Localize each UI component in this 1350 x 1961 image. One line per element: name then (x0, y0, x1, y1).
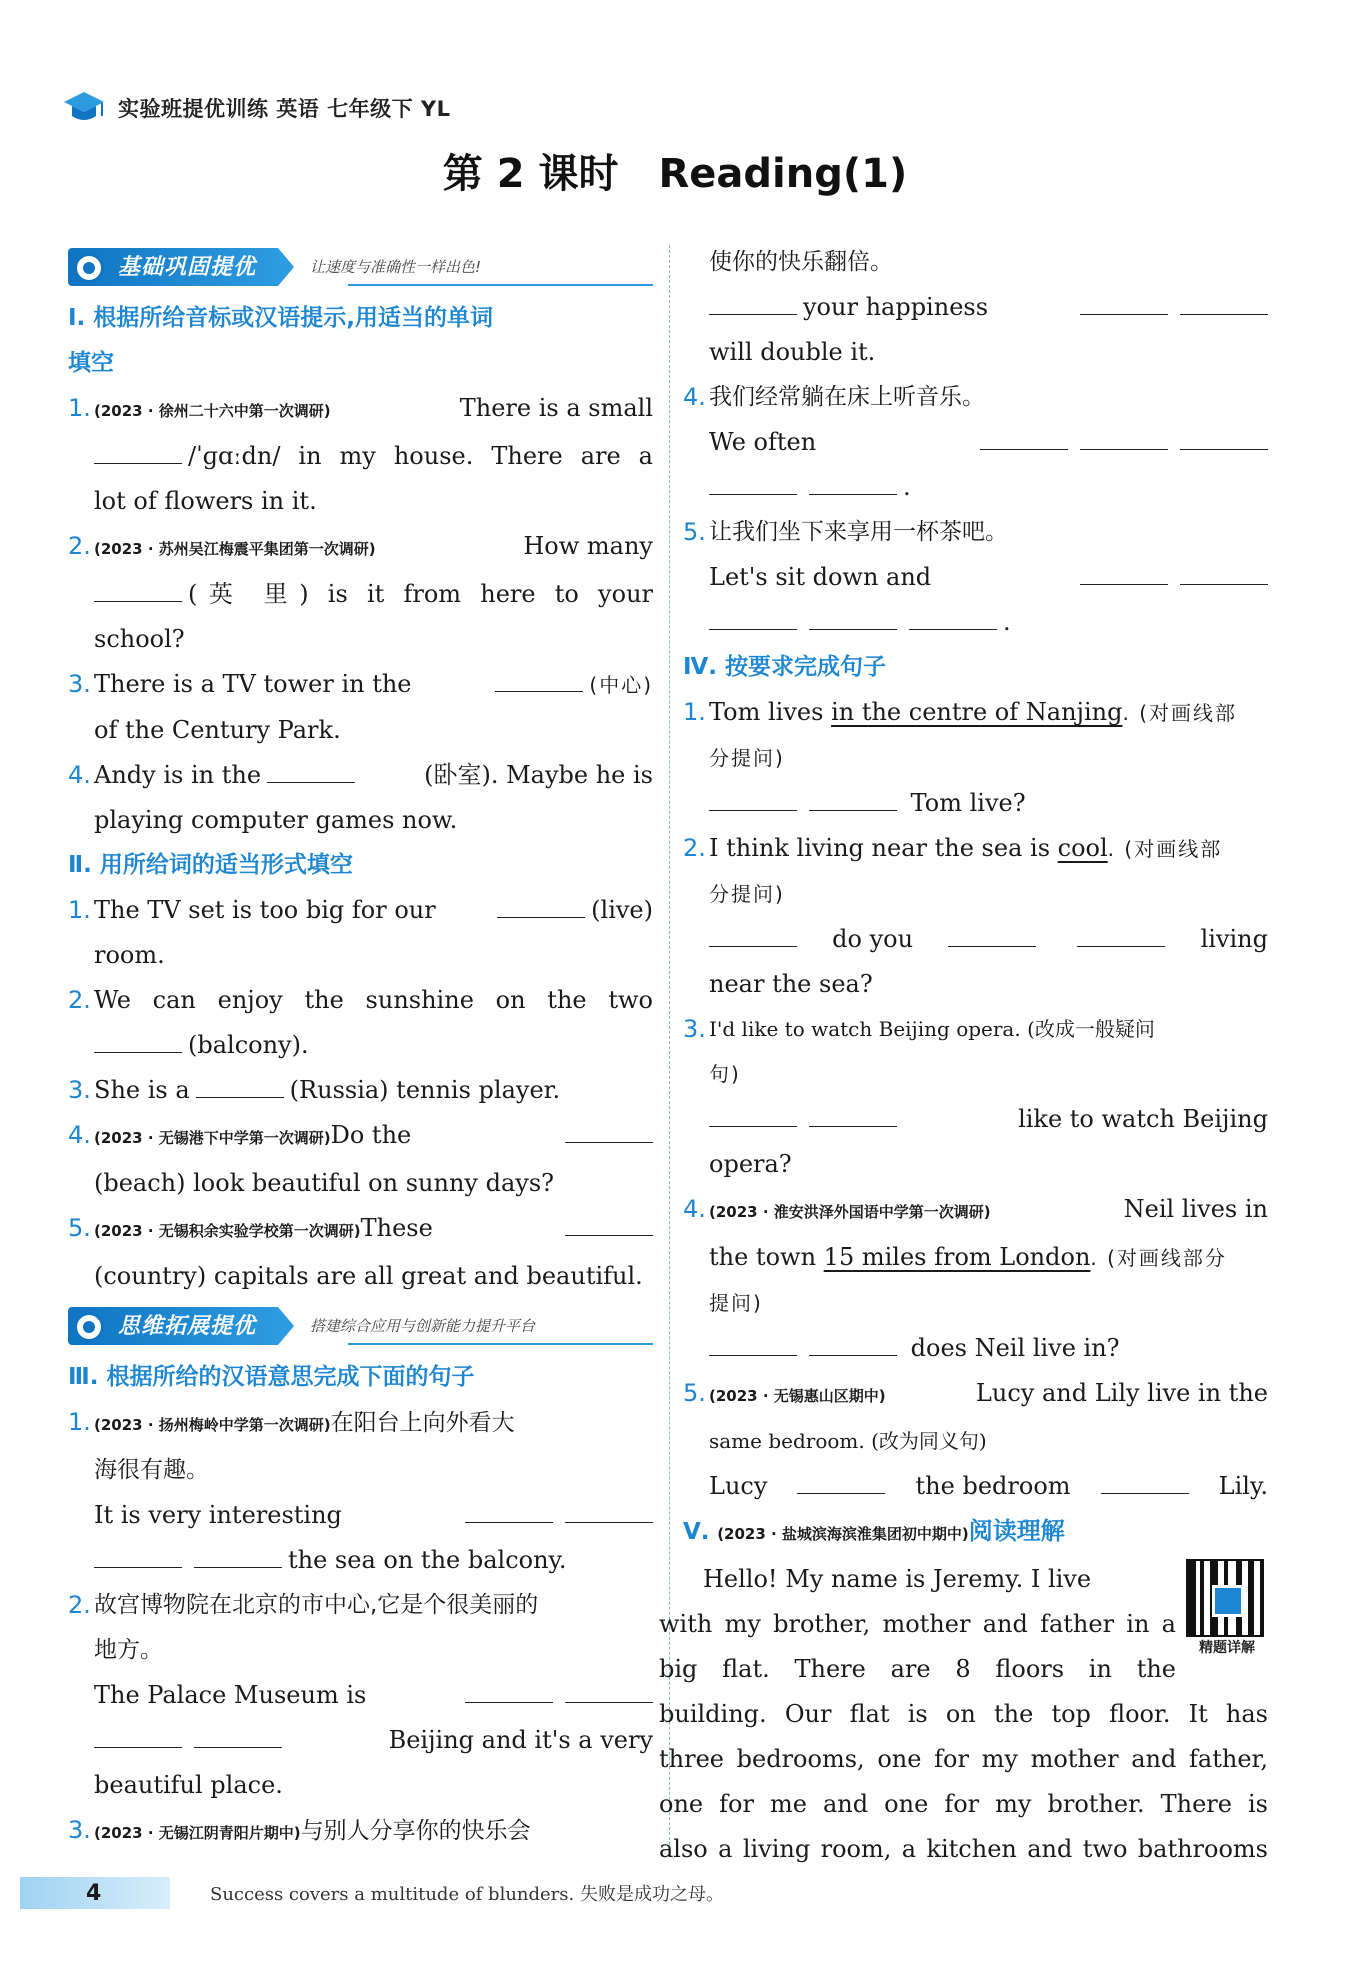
answer-blank[interactable] (565, 1212, 653, 1236)
answer-blank[interactable] (194, 1724, 282, 1748)
question-text: How many (523, 532, 653, 560)
answer-blank[interactable] (94, 578, 182, 602)
question-text: (balcony). (188, 1031, 309, 1059)
passage-line: three bedrooms, one for my mother and father, (659, 1745, 1268, 1773)
graduation-cap-icon (62, 90, 106, 126)
question-text: beautiful place. (94, 1771, 283, 1799)
question-text: will double it. (709, 338, 876, 366)
section-2-title: Ⅱ. 用所给词的适当形式填空 (68, 852, 353, 878)
answer-blank[interactable] (1180, 291, 1268, 315)
question (68, 888, 653, 978)
question-source: (2023 · 无锡港下中学第一次调研) (94, 1129, 331, 1147)
question: 4. 我们经常躺在床上听音乐。 We often . (683, 375, 1268, 510)
question (68, 1206, 653, 1299)
question-number: 1. (68, 394, 91, 422)
banner-motto: 搭建综合应用与创新能力提升平台 (310, 1316, 536, 1335)
answer-blank[interactable] (565, 1119, 653, 1143)
passage-line: one for me and one for my brother. There is (659, 1790, 1268, 1818)
answer-blank[interactable] (267, 759, 355, 783)
qr-code-block[interactable] (1186, 1559, 1268, 1659)
question-source: (2023 · 苏州吴江梅震平集团第一次调研) (94, 540, 376, 558)
answer-blank[interactable] (709, 471, 797, 495)
answer-blank[interactable] (1080, 426, 1168, 450)
question-source: (2023 · 无锡惠山区期中) (709, 1387, 886, 1405)
question-text: playing computer games now. (94, 806, 458, 834)
question-text: Lily. (1218, 1472, 1268, 1500)
question-text: do you (832, 925, 914, 953)
answer-blank[interactable] (948, 923, 1036, 947)
question-number: 3. (68, 1076, 91, 1104)
question-text: These (360, 1214, 433, 1242)
answer-blank[interactable] (809, 471, 897, 495)
question-text: Andy is in the (94, 761, 262, 789)
question-number: 3. (68, 670, 91, 698)
question-text: The TV set is too big for our (94, 896, 436, 924)
answer-blank[interactable] (94, 1029, 182, 1053)
question-text: living (1200, 925, 1268, 953)
question-number: 5. (683, 1379, 706, 1407)
banner-title: 思维拓展提优 (118, 1313, 257, 1339)
answer-blank[interactable] (809, 787, 897, 811)
answer-blank[interactable] (1180, 426, 1268, 450)
question-text: 故宫博物院在北京的市中心,它是个很美丽的 (94, 1592, 539, 1618)
qr-label: 精题详解 (1199, 1640, 1255, 1656)
question-text: near the sea? (709, 970, 873, 998)
question-number: 2. (68, 1591, 91, 1619)
question-text: The Palace Museum is (94, 1681, 367, 1709)
question (68, 1068, 653, 1113)
answer-blank[interactable] (465, 1499, 553, 1523)
question-text: does Neil live in? (910, 1334, 1120, 1362)
question-text: lot of flowers in it. (94, 487, 317, 515)
answer-blank[interactable] (465, 1679, 553, 1703)
question-text: 使你的快乐翻倍。 (709, 249, 893, 275)
passage-line: Hello! My name is Jeremy. I live (703, 1565, 1092, 1593)
question-number: 3. (68, 1816, 91, 1844)
banner-motto: 让速度与准确性一样出色! (310, 257, 482, 276)
question-text: opera? (709, 1150, 792, 1178)
passage-line: also a living room, a kitchen and two bathrooms (659, 1835, 1268, 1863)
question-text: We often (709, 428, 817, 456)
passage-line: big flat. There are 8 floors in the (659, 1655, 1176, 1683)
underlined-part: cool (1057, 834, 1108, 862)
answer-blank[interactable] (94, 1544, 182, 1568)
reading-passage (659, 1557, 1268, 1872)
question-text: room. (94, 941, 165, 969)
question-number: 1. (683, 698, 706, 726)
question-text: /ˈɡɑːdn/ in my house. There are a (188, 442, 653, 470)
question-text: (beach) look beautiful on sunny days? (94, 1169, 554, 1197)
question-text: Lucy (709, 1472, 768, 1500)
question-text: (英 里) is it from here to your (188, 580, 653, 608)
question-text: (卧室). Maybe he is (424, 761, 653, 789)
answer-blank[interactable] (1101, 1470, 1189, 1494)
banner-thinking (68, 1301, 653, 1351)
question-number: 1. (68, 1408, 91, 1436)
question-text: (Russia) tennis player. (289, 1076, 561, 1104)
question-text: 在阳台上向外看大 (330, 1410, 515, 1436)
question-text: I'd like to watch Beijing opera. (改成一般疑问 (709, 1017, 1155, 1041)
answer-blank[interactable] (709, 787, 797, 811)
section-4-title: Ⅳ. 按要求完成句子 (683, 654, 887, 680)
section-1-title-cont: 填空 (68, 350, 114, 376)
question-text: 让我们坐下来享用一杯茶吧。 (709, 519, 1008, 545)
question-text: 我们经常躺在床上听音乐。 (709, 384, 985, 410)
question (68, 978, 653, 1068)
instruction-text: . (对画线部分 (1090, 1246, 1227, 1270)
question-text: There is a TV tower in the (94, 670, 412, 698)
hint-text: (live) (591, 896, 653, 924)
question-text: Beijing and it's a very (388, 1726, 653, 1754)
answer-blank[interactable] (809, 1103, 897, 1127)
question-source: (2023 · 淮安洪泽外国语中学第一次调研) (709, 1203, 991, 1221)
underlined-part: in the centre of Nanjing (831, 698, 1123, 726)
section-3-title: Ⅲ. 根据所给的汉语意思完成下面的句子 (68, 1364, 475, 1390)
answer-blank[interactable] (1080, 291, 1168, 315)
question-number: 4. (683, 383, 706, 411)
question-number: 4. (683, 1195, 706, 1223)
question-source: (2023 · 扬州梅岭中学第一次调研) (94, 1416, 331, 1434)
question-source: (2023 · 盐城滨海滨淮集团初中期中) (717, 1525, 969, 1543)
answer-blank[interactable] (709, 923, 797, 947)
instruction-text: 分提问) (709, 746, 785, 770)
answer-blank[interactable] (797, 1470, 885, 1494)
question-text: Tom live? (910, 789, 1026, 817)
answer-blank[interactable] (909, 606, 997, 630)
question-text: the town (709, 1243, 817, 1271)
question (68, 662, 653, 753)
question (68, 753, 653, 843)
question-text: Let's sit down and (709, 563, 932, 591)
question (683, 1371, 1268, 1509)
instruction-text: . (对画线部 (1122, 701, 1238, 725)
question (68, 386, 653, 524)
question-number: 2. (68, 986, 91, 1014)
gear-icon (74, 1312, 104, 1342)
question: 5. 让我们坐下来享用一杯茶吧。 Let's sit down and . (683, 510, 1268, 645)
footer-motto: Success covers a multitude of blunders. 失败是成功之母。 (210, 1884, 724, 1905)
question-number: 2. (683, 834, 706, 862)
question-text: like to watch Beijing (1018, 1105, 1268, 1133)
question-number: 5. (683, 518, 706, 546)
question-text: 地方。 (94, 1637, 163, 1663)
question-text: There is a small (459, 394, 653, 422)
answer-blank[interactable] (565, 1499, 653, 1523)
answer-blank[interactable] (495, 668, 583, 692)
question-number: 5. (68, 1214, 91, 1242)
question-text: of the Century Park. (94, 716, 341, 744)
qr-code-icon[interactable] (1186, 1559, 1264, 1637)
question-number: 2. (68, 532, 91, 560)
question-text: your happiness (803, 293, 989, 321)
question-text: 与别人分享你的快乐会 (300, 1818, 531, 1844)
target-icon (74, 253, 104, 283)
answer-blank[interactable] (94, 440, 182, 464)
question-number: 4. (68, 761, 91, 789)
question (68, 1583, 653, 1808)
answer-blank[interactable] (709, 606, 797, 630)
question-number: 1. (68, 896, 91, 924)
question-text: school? (94, 625, 185, 653)
answer-blank[interactable] (94, 1724, 182, 1748)
lesson-name: Reading(1) (658, 151, 908, 197)
section-5-title: Ⅴ. (2023 · 盐城滨海滨淮集团初中期中)阅读理解 (683, 1517, 1065, 1545)
answer-blank[interactable] (809, 606, 897, 630)
question-source: (2023 · 徐州二十六中第一次调研) (94, 402, 331, 420)
answer-blank[interactable] (1077, 923, 1165, 947)
answer-blank[interactable] (565, 1679, 653, 1703)
question (68, 1400, 653, 1583)
question (683, 826, 1268, 1007)
page-footer (20, 1873, 1330, 1913)
hint-text: (中心) (589, 673, 653, 697)
question-number: 3. (683, 1015, 706, 1043)
instruction-text: 提问) (709, 1291, 763, 1315)
question-text: the bedroom (915, 1472, 1071, 1500)
passage-line: building. Our flat is on the top floor. It has (659, 1700, 1268, 1728)
instruction-text: 分提问) (709, 882, 785, 906)
passage-line: with my brother, mother and father in a (659, 1610, 1176, 1638)
series-title: 实验班提优训练 英语 七年级下 YL (118, 97, 451, 121)
question-text: Tom lives (709, 698, 824, 726)
question-text: I think living near the sea is (709, 834, 1051, 862)
banner-basic (68, 242, 653, 292)
instruction-text: 句) (709, 1062, 741, 1086)
question-text: She is a (94, 1076, 190, 1104)
question-text: It is very interesting (94, 1501, 342, 1529)
page-number: 4 (20, 1877, 170, 1909)
answer-blank[interactable] (196, 1074, 284, 1098)
reading-title: 阅读理解 (968, 1517, 1065, 1545)
question-source: (2023 · 无锡积余实验学校第一次调研) (94, 1222, 361, 1240)
answer-blank[interactable] (497, 894, 585, 918)
answer-blank[interactable] (194, 1544, 282, 1568)
lesson-number: 第 2 课时 (442, 151, 619, 197)
banner-title: 基础巩固提优 (118, 254, 257, 280)
underlined-part: 15 miles from London (823, 1243, 1091, 1271)
question-text: We can enjoy the sunshine on the two (94, 986, 653, 1014)
question (683, 1007, 1268, 1187)
question-text: the sea on the balcony. (288, 1546, 567, 1574)
question (68, 1113, 653, 1206)
question-text: (country) capitals are all great and beautiful. (94, 1262, 643, 1290)
answer-blank[interactable] (709, 291, 797, 315)
answer-blank[interactable] (980, 426, 1068, 450)
page-header (62, 88, 451, 128)
question (68, 524, 653, 662)
lesson-title (0, 142, 1350, 199)
question-text: Lucy and Lily live in the (975, 1379, 1268, 1407)
left-column (68, 240, 653, 1856)
question-text: Do the (330, 1121, 412, 1149)
answer-blank[interactable] (709, 1332, 797, 1356)
question (68, 1808, 653, 1856)
question (683, 1187, 1268, 1371)
question (683, 690, 1268, 826)
answer-blank[interactable] (809, 1332, 897, 1356)
question-text: same bedroom. (改为同义句) (709, 1429, 987, 1453)
answer-blank[interactable] (709, 1103, 797, 1127)
section-1-title: Ⅰ. 根据所给音标或汉语提示,用适当的单词 (68, 305, 494, 331)
question-source: (2023 · 无锡江阴青阳片期中) (94, 1824, 301, 1842)
instruction-text: . (对画线部 (1107, 837, 1223, 861)
answer-blank[interactable] (1080, 561, 1168, 585)
right-column (659, 240, 1268, 1872)
answer-blank[interactable] (1180, 561, 1268, 585)
question-number: 4. (68, 1121, 91, 1149)
question-text: Neil lives in (1123, 1195, 1268, 1223)
question-text: 海很有趣。 (94, 1457, 209, 1483)
